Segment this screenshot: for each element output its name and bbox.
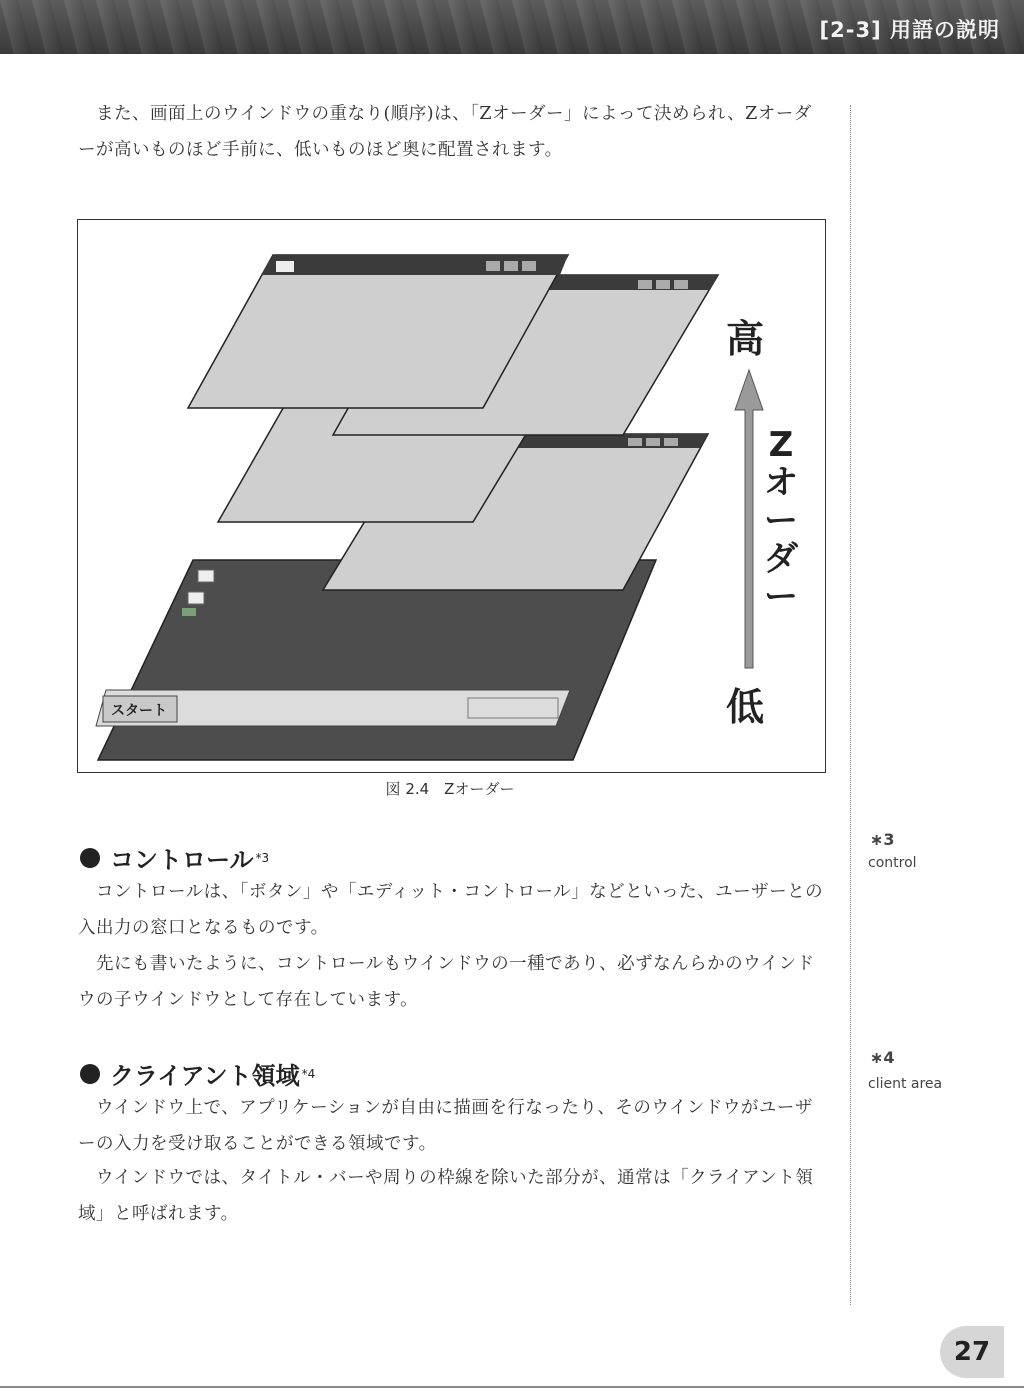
header-band [0, 0, 1024, 54]
section-title: クライアント領域 [110, 1062, 300, 1090]
paragraph: ウインドウ上で、アプリケーションが自由に描画を行なったり、そのウインドウがユーザーの入力を受け取ることができる領域です。 [78, 1098, 813, 1154]
side-note-mark: ∗3 [870, 830, 895, 849]
start-button-label: スタート [111, 703, 167, 719]
axis-char: Z [768, 425, 794, 465]
desktop-icon [188, 592, 204, 604]
paragraph: コントロールは、「ボタン」や「エディット・コントロール」などといった、ユーザーとの入出力の窓口となるものです。 [78, 882, 824, 938]
window-1-titlebar [261, 255, 568, 275]
desktop-icon [198, 570, 214, 582]
axis-char: ダ [764, 539, 798, 579]
window-1-icon [276, 261, 294, 272]
bullet-icon [80, 1064, 100, 1084]
note-ref: *3 [255, 850, 270, 865]
zorder-arrow [735, 370, 763, 668]
intro-paragraph: また、画面上のウインドウの重なり(順序)は、「Zオーダー」によって決められ、Zオーダーが高いものほど手前に、低いものほど奥に配置されます。 [78, 104, 812, 160]
side-note-text: control [868, 855, 917, 871]
page-number: 27 [940, 1326, 1004, 1378]
paragraph: ウインドウでは、タイトル・バーや周りの枠線を除いた部分が、通常は「クライアント領域」と呼ばれます。 [78, 1168, 814, 1224]
axis-char: ー [764, 577, 798, 617]
label-high: 高 [726, 317, 765, 361]
figure-zorder [77, 219, 826, 773]
figure-caption: 図 2.4 Zオーダー [385, 780, 515, 798]
axis-char: ー [764, 501, 798, 541]
bottom-rule [0, 1386, 1024, 1388]
section-heading-client-area [80, 1056, 315, 1091]
note-ref: *4 [301, 1066, 316, 1081]
paragraph: 先にも書いたように、コントロールもウインドウの一種であり、必ずなんらかのウインドウの子ウインドウとして存在しています。 [78, 954, 815, 1010]
desktop-icon [182, 608, 196, 616]
section-heading-control [80, 840, 269, 875]
side-note-text: client area [868, 1076, 943, 1092]
section-title: コントロール [110, 846, 254, 874]
side-divider [850, 105, 851, 1305]
zorder-diagram [78, 220, 825, 772]
side-note-mark: ∗4 [870, 1048, 895, 1067]
bullet-icon [80, 848, 100, 868]
axis-char: オ [764, 463, 798, 503]
section-label: [2-3] 用語の説明 [819, 18, 1000, 42]
label-axis [761, 426, 801, 616]
label-low: 低 [726, 685, 765, 729]
